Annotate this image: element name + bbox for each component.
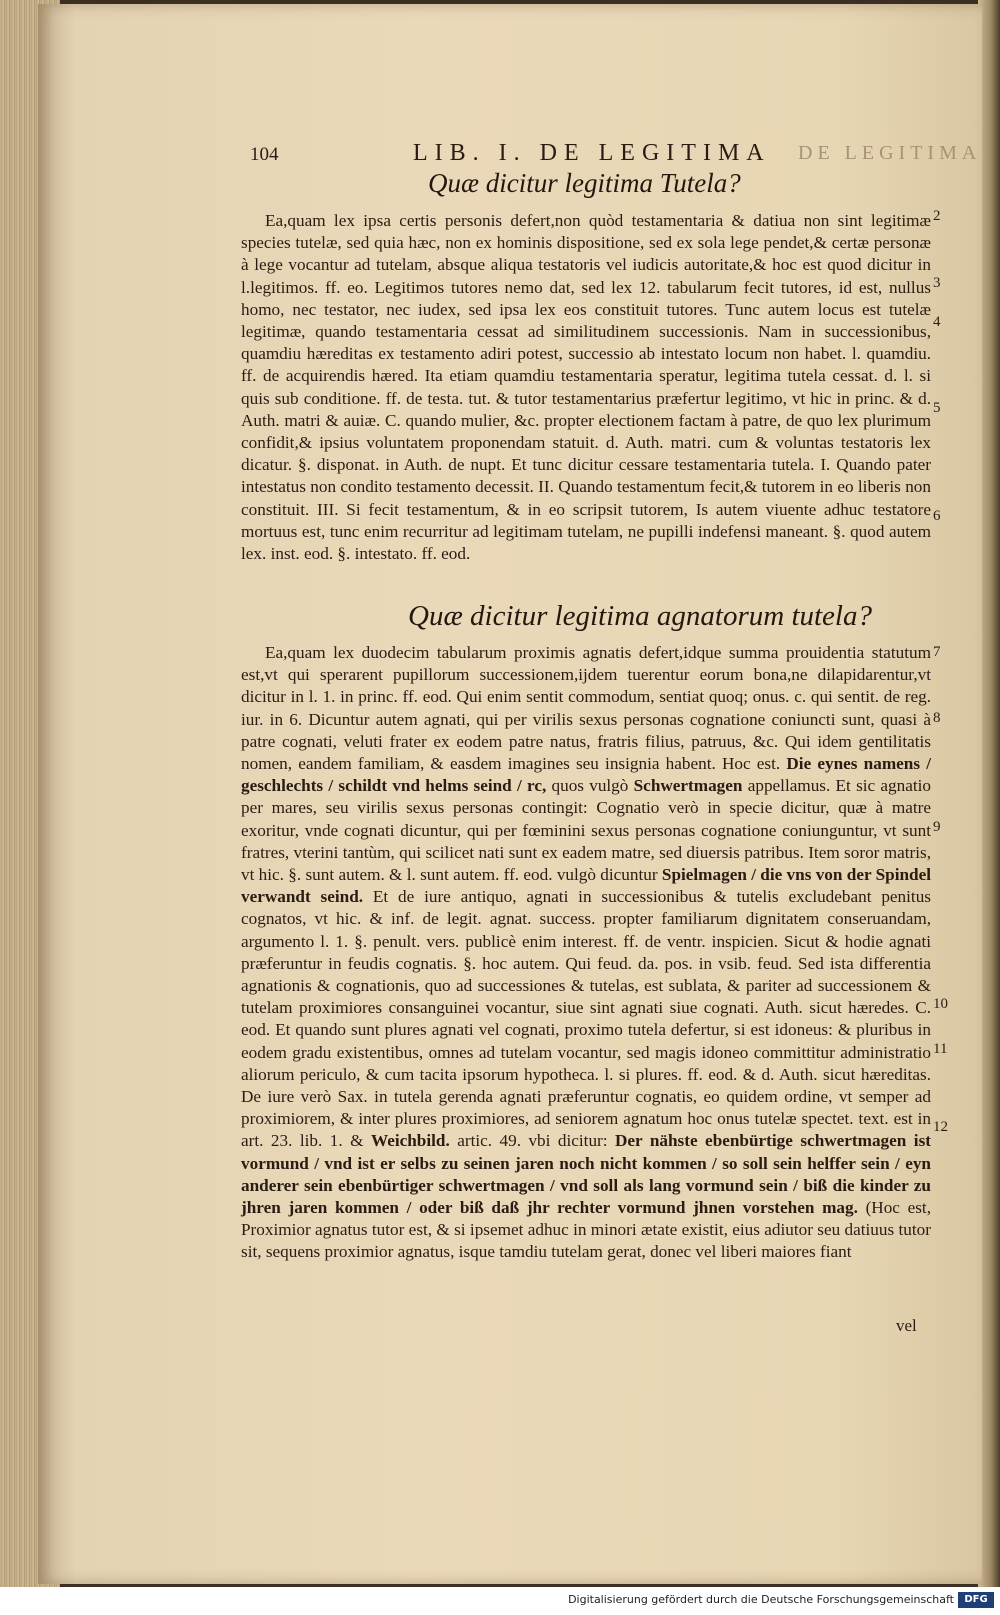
margin-number: 5 (933, 400, 941, 416)
catchword: vel (896, 1316, 917, 1335)
bleed-through-text: DE LEGITIMA (798, 142, 982, 164)
margin-number: 3 (933, 275, 941, 291)
margin-number: 12 (933, 1119, 948, 1135)
margin-number: 10 (933, 996, 948, 1012)
margin-number: 2 (933, 208, 941, 224)
german-quote: Die eynes namens / geschlechts / schildt vnd helms seind / rc, (241, 754, 931, 796)
footer-bar (0, 1587, 1000, 1615)
paragraph: Ea,quam lex ipsa certis personis defert,non quòd testamentaria & datiua non sint legitimæ species tutelæ, sed quia hæc, non ex hominis dispositione, sed ex sola lege pendet,& certæ personæ à lege vocantur ad tutelam, absque aliqua testatoris vel iudicis autoritate,& hoc est quod dicitur in l.legitimos. ff. eo. Legitimos tutores nemo dat, sed lex 12. tabularum fecit tutores, id est, nullus homo, nec testator, nec iudex, sed ipsa lex eos constituit tutores. Tunc autem locus est tutelæ legitimæ, quando testamentaria cessat ad similitudinem successionis. Nam in successionibus, quamdiu hæreditas ex testamento adiri potest, successio ab intestato locum non habet. l. quamdiu. ff. de acquirendis hæred. Ita etiam quamdiu testamentaria speratur, legitima tutela cessat. d. l. si quis sub conditione. ff. de testa. tut. & tutor testamentarius præfertur legitimo, vt hic in princ. & d. Auth. matri & auiæ. C. quando mulier, &c. propter electionem factam à patre, de quo lex plurimum confidit,& ipsius voluntatem proponendam statuit. d. Auth. matri. cum & voluntas testatoris lex dicatur. §. disponat. in Auth. de nupt. Et tunc dicitur cessare testamentaria tutela. I. Quando pater intestatus non condito testamento decessit. II. Quando testamentum fecit,& tutorem in eo liberis non constituit. III. Si fecit testamentum, & in eo scripsit tutorem, Is autem viuente adhuc testatore mortuus est, tunc enim recurritur ad legitimam tutelam, ne pupilli indefensi maneant. §. quod autem lex. inst. eod. §. intestato. ff. eod. (241, 211, 931, 564)
margin-number: 7 (933, 644, 941, 660)
section-heading-agnatorum-tutela: Quæ dicitur legitima agnatorum tutela? (408, 600, 872, 632)
margin-number: 6 (933, 508, 941, 524)
latin-text: artic. 49. vbi dicitur: (457, 1131, 608, 1151)
margin-number: 8 (933, 710, 941, 726)
section-body-agnatorum-tutela (241, 642, 931, 1264)
section-body-legitima-tutela (241, 210, 931, 565)
latin-text: quos vulgò (551, 776, 629, 796)
dfg-logo: DFG (958, 1592, 994, 1608)
latin-text: Ea,quam lex duodecim tabularum proximis agnatis defert,idque summa prouidentia statutum est,vt qui sperarent pupillorum successionem,ijdem tuerentur eorum bona,ne dilapidarentur,vt dicitur in l. 1. in princ. ff. eod. Qui enim sentit commodum, sentiat quoq; onus. c. qui sentit. de reg. iur. in 6. Dicuntur autem agnati, qui per virilis sexus personas cognatione coniuncti sunt, quasi à patre cognati, veluti frater ex eodem patre natus, fratris filius, patruus, &c. Qui idem gentilitatis nomen, eandem familiam, & easdem imagines seu insignia habent. Hoc est. (241, 643, 931, 774)
page-number: 104 (250, 144, 279, 165)
german-quote: Schwertmagen (633, 776, 743, 796)
book-page (38, 4, 982, 1584)
german-quote: Der nähste ebenbürtige schwertmagen ist vormund / vnd ist er selbs zu seinen jaren noch nicht kommen / so soll sein helffer sein / eyn anderer sein ebenbürtiger schwertmagen / vnd soll als lang vormund sein / biß die kinder zu jhren jaren kommen / oder biß daß jhr rechter vormund jhnen vorstehen mag. (241, 1131, 931, 1218)
german-quote: Spielmagen / die vns von der Spindel verwandt seind. (241, 865, 931, 907)
running-title: LIB. I. DE LEGITIMA (413, 140, 771, 166)
margin-number: 9 (933, 819, 941, 835)
margin-number: 4 (933, 314, 941, 330)
german-quote: Weichbild. (370, 1131, 450, 1151)
margin-number: 11 (933, 1041, 948, 1057)
paragraph (241, 642, 931, 1264)
latin-text: (Hoc est, Proximior agnatus tutor est, & si ipsemet adhuc in minori ætate existit, eius adiutor seu datiuus tutor sit, sequens proximior agnatus, isque tamdiu tutelam gerat, donec vel liberi maiores fiant (241, 1198, 932, 1262)
latin-text: appellamus. Et sic agnatio per mares, seu virilis sexus personas contingit: Cognatio verò in specie dicitur, quæ à matre exoritur, vnde cognati dicuntur, qui per fœminini sexus personas cognatione coniunguntur, vt sunt fratres, vterini tantùm, qui scilicet nati sunt ex eadem matre, sed diuersis patribus. Item soror matris, vt hic. §. sunt autem. & l. sunt autem. ff. eod. vulgò dicuntur (241, 776, 931, 885)
digitization-credit: Digitalisierung gefördert durch die Deutsche Forschungsgemeinschaft (568, 1593, 954, 1606)
running-head (38, 140, 982, 170)
latin-text: Et de iure antiquo, agnati in successionibus & tutelis excludebant penitus cognatos, vt hic. & inf. de legit. agnat. success. propter familiarum dignitatem conseruandam, argumento l. 1. §. penult. vers. publicè enim interest. ff. de ventr. inspicien. Sicut & hodie agnati præferuntur in feudis cognatis. §. hoc autem. Qui feud. da. pos. in vsib. feud. Sed ista differentia agnationis & cognationis, quo ad successiones & tutelas, est sublata, & pariter ad successionem & tutelam proximiores consanguinei vocantur, siue sint agnati siue cognati. Auth. sicut hæredes. C. eod. Et quando sunt plures agnati vel cognati, proximo tutela defertur, si est idoneus: & pluribus in eodem gradu existentibus, omnes ad tutelam vocantur, sed magis idoneo committitur administratio aliorum periculo, & cum tacita ipsorum hypotheca. l. si plures. ff. eod. & d. Auth. sicut hæreditas. De iure verò Sax. in tutela gerenda agnati præferuntur cognatis, eo quidem ordine, vt semper ad proximiorem, & inter plures proximiores, ad seniorem agnatum hoc onus tutelæ spectet. text. est in art. 23. lib. 1. & (241, 887, 931, 1151)
section-heading-legitima-tutela: Quæ dicitur legitima Tutela? (428, 168, 741, 198)
